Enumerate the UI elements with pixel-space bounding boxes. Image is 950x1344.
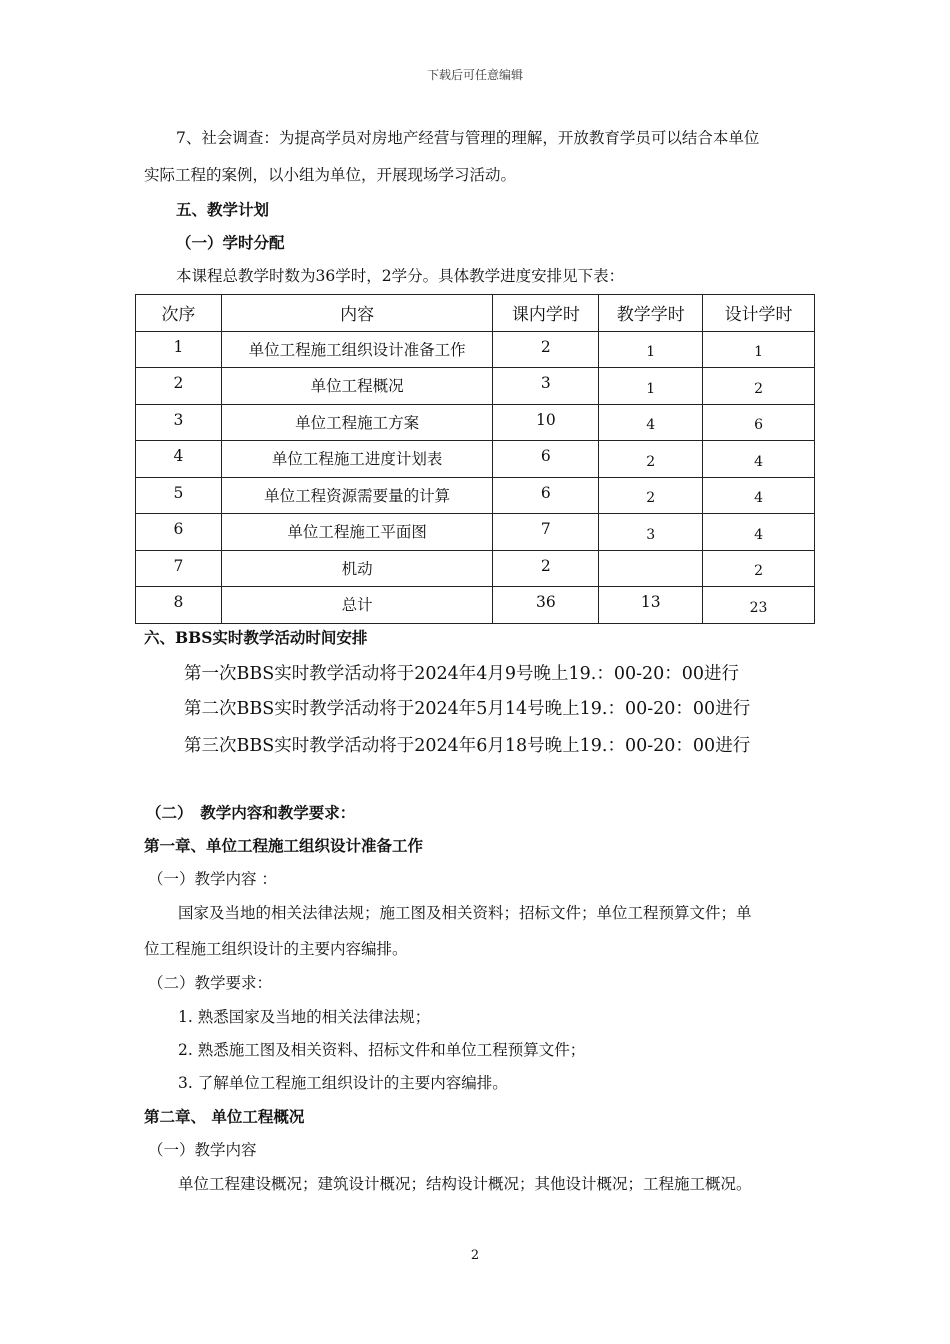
chapter-2-content-label: （一）教学内容: [148, 1141, 257, 1159]
section-2-title: （二） 教学内容和教学要求：: [146, 803, 356, 822]
cell-design-hours: 4: [703, 477, 815, 514]
header-order: 次序: [136, 295, 222, 332]
chapter-1-content-line2: 位工程施工组织设计的主要内容编排。: [144, 940, 408, 958]
cell-class-hours: 6: [493, 477, 599, 514]
cell-order: 3: [136, 404, 222, 441]
cell-order: 8: [136, 587, 222, 624]
cell-class-hours: 2: [493, 550, 599, 587]
section-5-intro: 本课程总教学时数为36学时，2学分。具体教学进度安排见下表：: [176, 267, 625, 285]
bbs-session-2: 第二次BBS实时教学活动将于2024年5月14号晚上19.：00-20：00进行: [184, 699, 751, 719]
page-number: 2: [470, 1248, 480, 1263]
cell-class-hours: 7: [493, 514, 599, 551]
cell-teaching-hours: 1: [599, 331, 703, 368]
cell-design-hours: 4: [703, 514, 815, 551]
cell-design-hours: 23: [703, 587, 815, 624]
chapter-1-requirements-label: （二）教学要求：: [148, 974, 273, 992]
cell-design-hours: 4: [703, 441, 815, 478]
cell-teaching-hours: 1: [599, 368, 703, 405]
cell-class-hours: 3: [493, 368, 599, 405]
cell-class-hours: 6: [493, 441, 599, 478]
bbs-session-3: 第三次BBS实时教学活动将于2024年6月18号晚上19.：00-20：00进行: [184, 736, 751, 756]
cell-class-hours: 10: [493, 404, 599, 441]
cell-content: 单位工程施工方案: [221, 404, 493, 441]
chapter-1-title: 第一章、单位工程施工组织设计准备工作: [144, 836, 424, 855]
section-6-title: 六、BBS实时教学活动时间安排: [144, 628, 368, 647]
section-5-subtitle: （一）学时分配: [176, 233, 285, 252]
cell-teaching-hours: 2: [599, 477, 703, 514]
cell-content: 单位工程施工平面图: [221, 514, 493, 551]
bbs-session-1: 第一次BBS实时教学活动将于2024年4月9号晚上19.：00-20：00进行: [184, 664, 740, 684]
cell-content: 单位工程概况: [221, 368, 493, 405]
cell-order: 1: [136, 331, 222, 368]
table-row: [136, 514, 815, 551]
schedule-table: [135, 294, 815, 624]
table-row: [136, 587, 815, 624]
cell-design-hours: 2: [703, 368, 815, 405]
chapter-1-requirement-1: 1. 熟悉国家及当地的相关法律法规；: [178, 1008, 431, 1026]
cell-design-hours: 6: [703, 404, 815, 441]
cell-teaching-hours: 13: [599, 587, 703, 624]
chapter-1-content-label: （一）教学内容 ：: [148, 870, 277, 888]
header-design-hours: 设计学时: [703, 295, 815, 332]
cell-teaching-hours: 4: [599, 404, 703, 441]
table-row: [136, 404, 815, 441]
chapter-1-requirement-2: 2. 熟悉施工图及相关资料、招标文件和单位工程预算文件；: [178, 1041, 586, 1059]
cell-design-hours: 1: [703, 331, 815, 368]
header-class-hours: 课内学时: [493, 295, 599, 332]
cell-order: 5: [136, 477, 222, 514]
cell-content: 单位工程施工进度计划表: [221, 441, 493, 478]
table-row: [136, 331, 815, 368]
cell-content: 单位工程施工组织设计准备工作: [221, 331, 493, 368]
para-7-line1: 7、社会调查：为提高学员对房地产经营与管理的理解，开放教育学员可以结合本单位: [176, 129, 760, 147]
cell-design-hours: 2: [703, 550, 815, 587]
table-row: [136, 550, 815, 587]
table-row: [136, 368, 815, 405]
chapter-2-title: 第二章、 单位工程概况: [144, 1107, 305, 1126]
cell-class-hours: 36: [493, 587, 599, 624]
header-content: 内容: [221, 295, 493, 332]
cell-content: 总计: [221, 587, 493, 624]
para-7-line2: 实际工程的案例，以小组为单位，开展现场学习活动。: [144, 166, 517, 184]
cell-teaching-hours: 3: [599, 514, 703, 551]
table-row: [136, 441, 815, 478]
page-header: 下载后可任意编辑: [426, 68, 523, 82]
cell-order: 4: [136, 441, 222, 478]
header-teaching-hours: 教学学时: [599, 295, 703, 332]
cell-teaching-hours: [599, 550, 703, 587]
chapter-1-content-line1: 国家及当地的相关法律法规；施工图及相关资料；招标文件；单位工程预算文件；单: [178, 904, 752, 922]
cell-order: 6: [136, 514, 222, 551]
cell-order: 2: [136, 368, 222, 405]
cell-teaching-hours: 2: [599, 441, 703, 478]
cell-class-hours: 2: [493, 331, 599, 368]
section-5-title: 五、教学计划: [176, 200, 270, 219]
cell-content: 机动: [221, 550, 493, 587]
table-row: [136, 477, 815, 514]
chapter-2-content-line1: 单位工程建设概况；建筑设计概况；结构设计概况；其他设计概况；工程施工概况。: [178, 1175, 752, 1193]
chapter-1-requirement-3: 3. 了解单位工程施工组织设计的主要内容编排。: [178, 1074, 508, 1092]
cell-content: 单位工程资源需要量的计算: [221, 477, 493, 514]
table-header-row: [136, 295, 815, 332]
cell-order: 7: [136, 550, 222, 587]
